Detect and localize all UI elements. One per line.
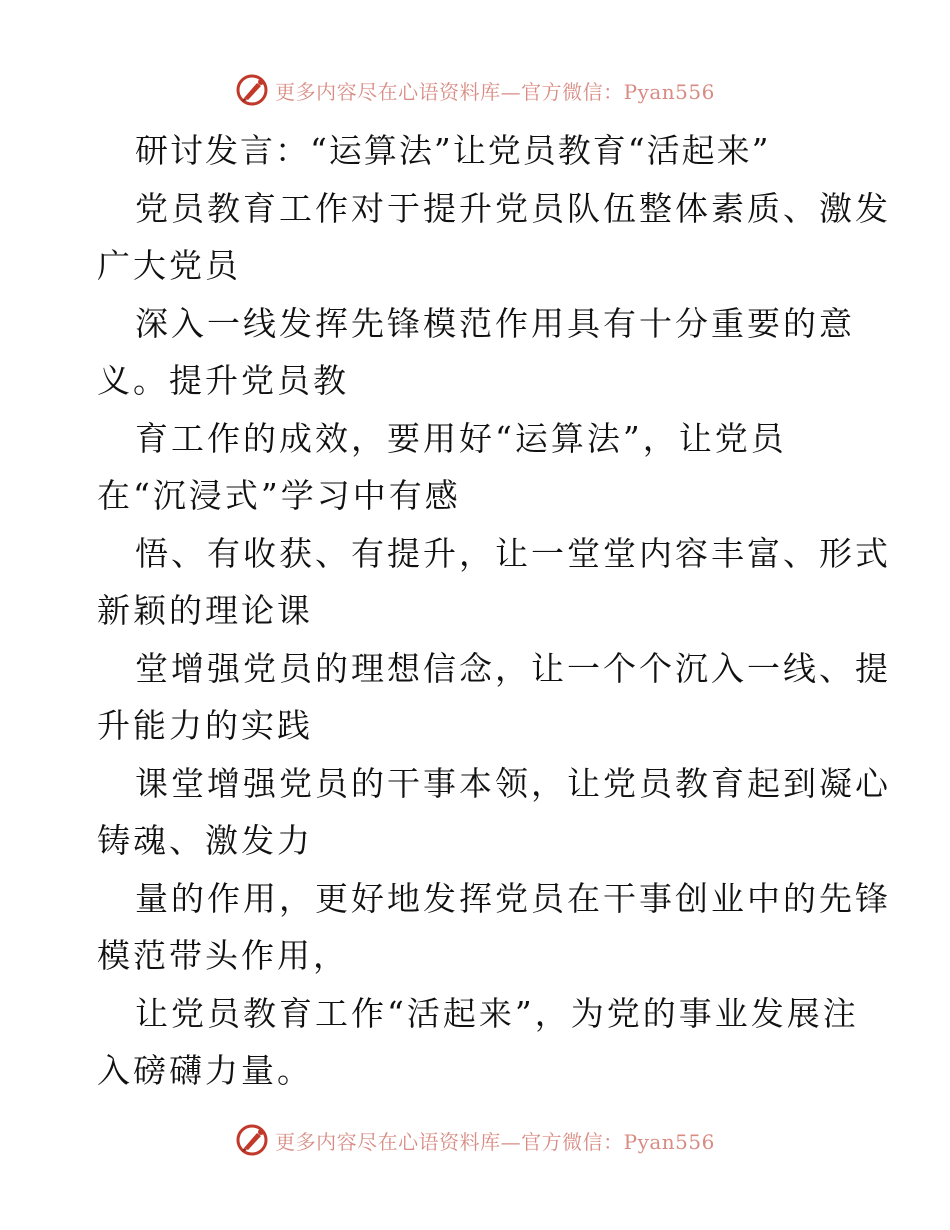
paragraph-line: 让党员教育工作“活起来”，为党的事业发展注	[135, 993, 859, 1033]
paragraph-line: 模范带头作用，	[97, 936, 349, 975]
paragraph-line: 在“沉浸式”学习中有感	[97, 476, 461, 515]
document-body	[97, 122, 891, 1100]
paragraph-line: 育工作的成效，要用好“运算法”，让党员	[135, 418, 787, 458]
header-banner-text: 更多内容尽在心语资料库—官方微信：Pyan556	[275, 79, 715, 104]
paragraph-line: 新颖的理论课	[97, 591, 313, 630]
paragraph-line: 党员教育工作对于提升党员队伍整体素质、激发	[135, 188, 891, 228]
footer-banner-text: 更多内容尽在心语资料库—官方微信：Pyan556	[275, 1129, 715, 1154]
footer-banner	[0, 1120, 950, 1160]
pen-logo-icon	[235, 1123, 269, 1157]
paragraph-line: 升能力的实践	[97, 706, 313, 745]
paragraph-line: 课堂增强党员的干事本领，让党员教育起到凝心	[135, 763, 891, 803]
document-title: 研讨发言：“运算法”让党员教育“活起来”	[135, 131, 771, 170]
paragraph-line: 悟、有收获、有提升，让一堂堂内容丰富、形式	[135, 533, 891, 573]
paragraph-line: 量的作用，更好地发挥党员在干事创业中的先锋	[135, 878, 891, 918]
paragraph-line: 深入一线发挥先锋模范作用具有十分重要的意	[135, 303, 855, 343]
header-banner	[0, 70, 950, 110]
paragraph-line: 铸魂、激发力	[97, 821, 313, 860]
paragraph-line: 入磅礴力量。	[97, 1051, 313, 1090]
paragraph-line: 义。提升党员教	[97, 361, 349, 400]
paragraph-line: 堂增强党员的理想信念，让一个个沉入一线、提	[135, 648, 891, 688]
pen-logo-icon	[235, 73, 269, 107]
paragraph-line: 广大党员	[97, 246, 241, 285]
